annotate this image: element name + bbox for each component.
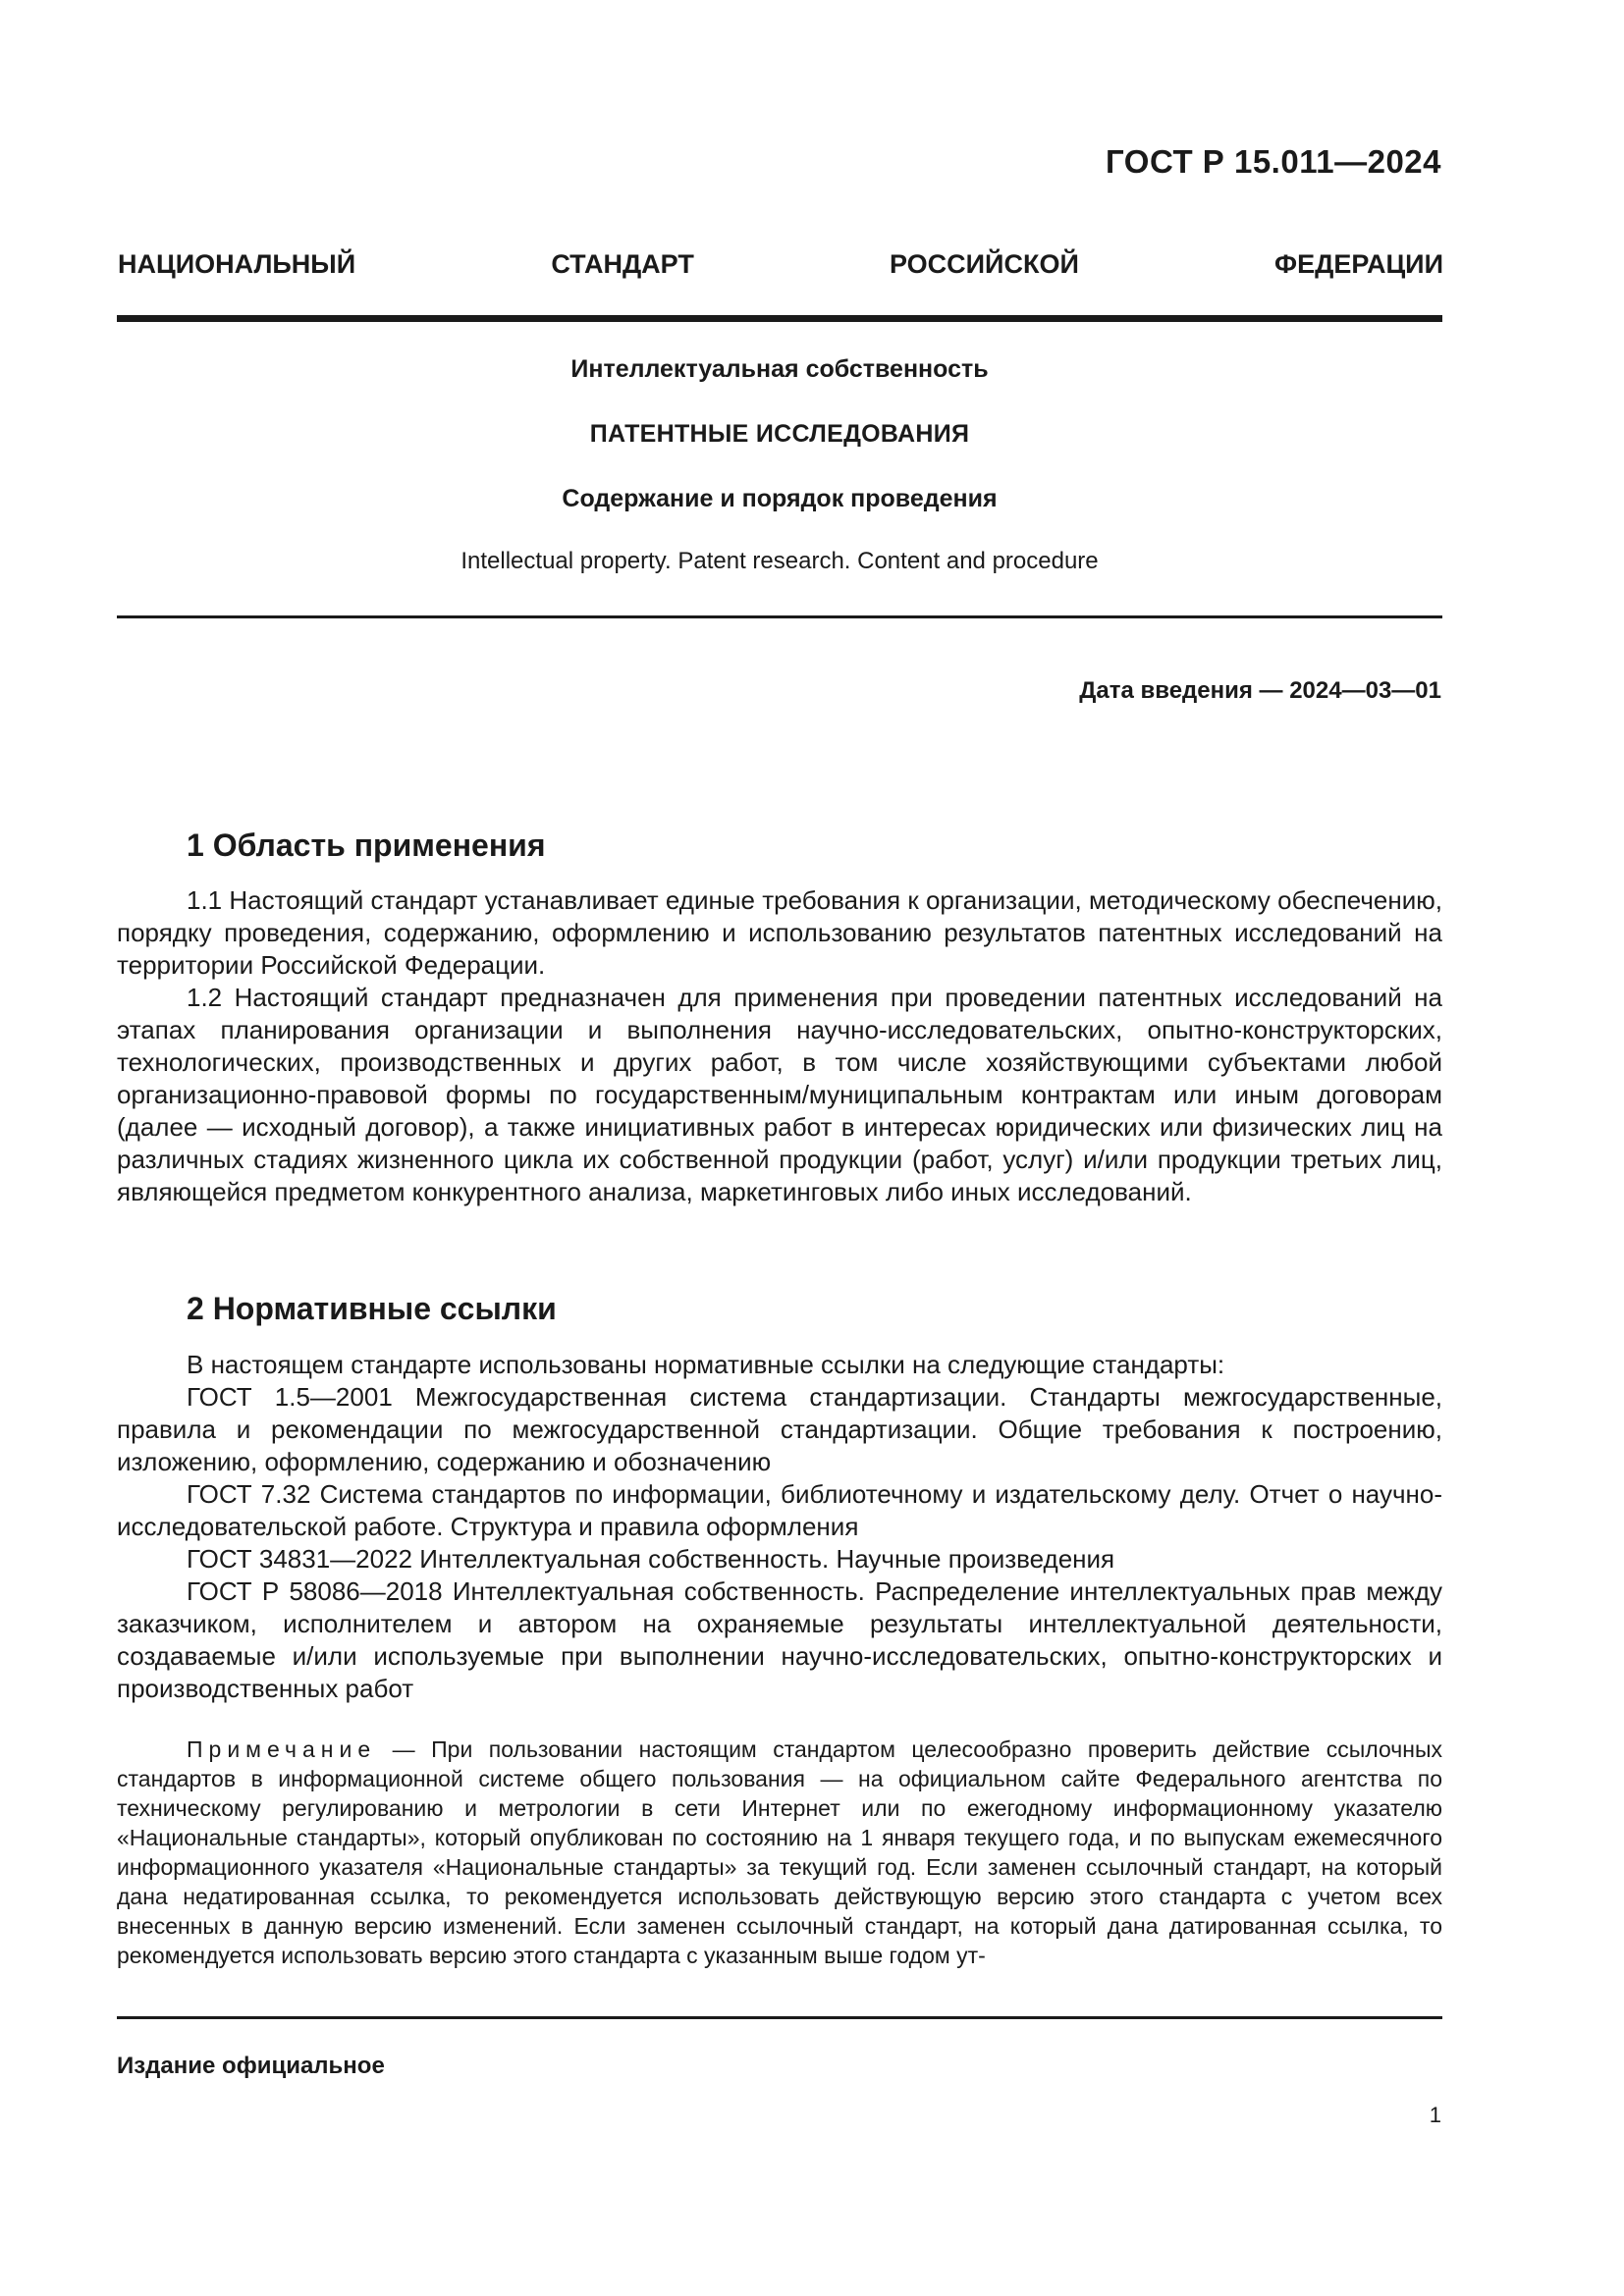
title-line-1: Интеллектуальная собственность (570, 355, 989, 383)
header-divider (117, 315, 1442, 322)
footer-divider (117, 2016, 1442, 2019)
official-edition-label: Издание официальное (117, 2053, 385, 2079)
section-1-heading: 1 Область применения (187, 828, 546, 863)
title-english: Intellectual property. Patent research. Content and procedure (460, 548, 1099, 574)
paragraph-1-1: 1.1 Настоящий стандарт устанавливает единые требования к организации, методическому обеспечению, порядку проведения, содержанию, оформлению и использованию результатов патентных исследований на территории Российской Федерации. (117, 885, 1442, 980)
title-divider (117, 615, 1442, 618)
reference-item: ГОСТ Р 58086—2018 Интеллектуальная собственность. Распределение интеллектуальных прав между заказчиком, исполнителем и автором на охраняемые результаты интеллектуальной деятельности, создаваемые и/или используемые при выполнении научно-исследовательских, опытно-конструкторских и производственных работ (117, 1576, 1442, 1703)
references-note (117, 1735, 1442, 1970)
reference-item: ГОСТ 1.5—2001 Межгосударственная система стандартизации. Стандарты межгосударственные, правила и рекомендации по межгосударственной стандартизации. Общие требования к построению, изложению, оформлению, содержанию и обозначению (117, 1382, 1442, 1476)
introduction-date: Дата введения — 2024—03—01 (1079, 677, 1441, 704)
page-number: 1 (1429, 2103, 1441, 2127)
section-1-body (117, 884, 1442, 1208)
banner-word: СТАНДАРТ (551, 249, 694, 279)
paragraph-1-2: 1.2 Настоящий стандарт предназначен для применения при проведении патентных исследований на этапах планирования организации и выполнения научно-исследовательских, опытно-конструкторских, технологических, производственных и других работ, в том числе хозяйствующими субъектами любой организационно-правовой формы по государственным/муниципальным контрактам или иным договорам (далее — исходный договор), а также инициативных работ в интересах юридических или физических лиц на различных стадиях жизненного цикла их собственной продукции (работ, услуг) и/или продукции третьих лиц, являющейся предметом конкурентного анализа, маркетинговых либо иных исследований. (117, 983, 1442, 1206)
title-line-3: Содержание и порядок проведения (562, 485, 998, 512)
references-intro: В настоящем стандарте использованы нормативные ссылки на следующие стандарты: (187, 1350, 1225, 1379)
banner-word: РОССИЙСКОЙ (890, 249, 1079, 279)
section-2-body (117, 1349, 1442, 1705)
reference-item: ГОСТ 7.32 Система стандартов по информации, библиотечному и издательскому делу. Отчет о научно-исследовательской работе. Структура и правила оформления (117, 1479, 1442, 1541)
national-standard-banner (118, 249, 1443, 280)
banner-word: НАЦИОНАЛЬНЫЙ (118, 249, 356, 279)
banner-word: ФЕДЕРАЦИИ (1274, 249, 1443, 279)
title-line-2: ПАТЕНТНЫЕ ИССЛЕДОВАНИЯ (589, 420, 970, 448)
note-text: — При пользовании настоящим стандартом целесообразно проверить действие ссылочных стандартов в информационной системе общего пользования — на официальном сайте Федерального агентства по техническому регулированию и метрологии в сети Интернет или по ежегодному информационному указателю «Национальные стандарты», который опубликован по состоянию на 1 января текущего года, и по выпускам ежемесячного информационного указателя «Национальные стандарты» за текущий год. Если заменен ссылочный стандарт, на который дана недатированная ссылка, то рекомендуется использовать действующую версию этого стандарта с учетом всех внесенных в данную версию изменений. Если заменен ссылочный стандарт, на который дана датированная ссылка, то рекомендуется использовать версию этого стандарта с указанным выше годом ут- (117, 1736, 1442, 1968)
note-label: Примечание (187, 1736, 377, 1762)
section-2-heading: 2 Нормативные ссылки (187, 1291, 557, 1326)
standard-designation: ГОСТ Р 15.011—2024 (1106, 143, 1441, 180)
reference-item: ГОСТ 34831—2022 Интеллектуальная собственность. Научные произведения (187, 1544, 1115, 1574)
